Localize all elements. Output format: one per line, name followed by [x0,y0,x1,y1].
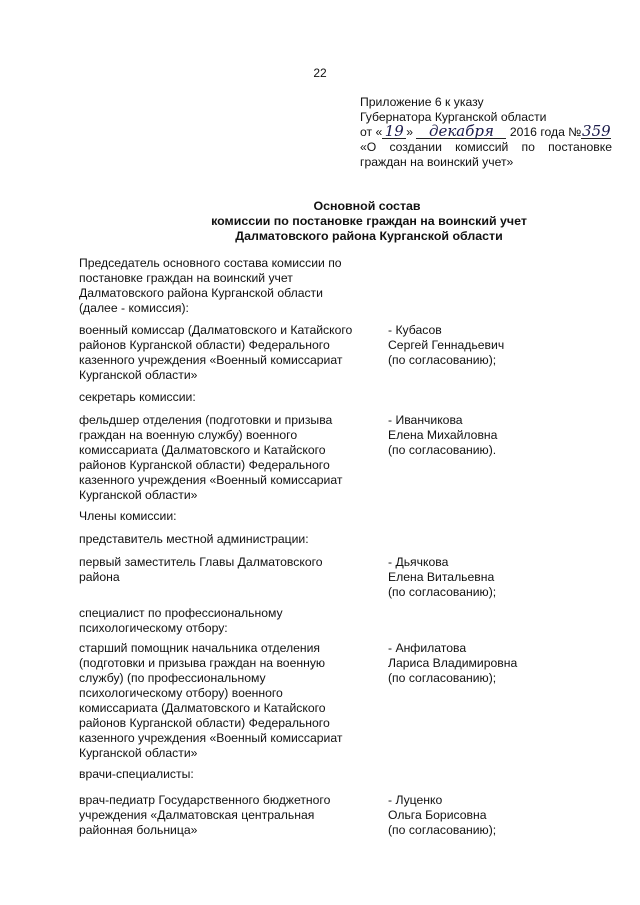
entry-left-5: представитель местной администрации: [79,532,309,546]
appendix-header [360,95,612,170]
entry-left-6: первый заместитель Главы Далматовского района [79,555,323,584]
entry-left-10: врач-педиатр Государственного бюджетного учреждения «Далматовская центральная районная больница» [79,793,331,837]
entry-left-0: Председатель основного состава комиссии по постановке граждан на воинский учет Далматовского района Курганской области (далее - комиссия): [79,256,342,315]
entry-left-1: военный комиссар (Далматовского и Катайского районов Курганской области) Федерального казенного учреждения «Военный комиссариат Курганской области» [79,323,353,382]
entry-left-2: секретарь комиссии: [79,390,196,404]
entry-right-8: - Анфилатова Лариса Владимировна (по согласованию); [388,641,518,685]
entry-left-3: фельдшер отделения (подготовки и призыва граждан на военную службу) военного комиссариата (Далматовского и Катайского районов Курганской области) Федерального казенного учреждения «Военный комиссариат Курганской области» [79,413,343,502]
title-line-3: Далматовского района Курганской области [235,229,503,243]
entry-right-6: - Дьячкова Елена Витальевна (по согласованию); [388,555,497,599]
appendix-line-2: Губернатора Курганской области [360,110,547,124]
document-title [0,199,640,244]
entry-left-8: старший помощник начальника отделения (подготовки и призыва граждан на военную службу) (по профессиональному психологическому отбору) военного комиссариата (Далматовского и Катайского районов Курганской области) Федерального казенного учреждения «Военный комиссариат Курганской области» [79,641,343,760]
handwritten-number: 359 [582,122,611,140]
date-mid: » [406,125,414,139]
entry-left-4: Члены комиссии: [79,509,177,523]
handwritten-month: декабря [416,125,506,139]
entry-right-10: - Луценко Ольга Борисовна (по согласованию); [388,793,497,837]
entry-left-7: специалист по профессиональному психологическому отбору: [79,606,283,635]
appendix-line-1: Приложение 6 к указу [360,95,484,109]
appendix-date-line [360,122,612,140]
date-prefix: от « [360,125,383,139]
title-line-2: комиссии по постановке граждан на воинский учет [211,214,527,228]
page-number: 22 [313,66,327,80]
entry-right-3: - Иванчикова Елена Михайловна (по согласованию). [388,413,498,457]
title-line-1: Основной состав [313,199,421,213]
entry-right-1: - Кубасов Сергей Геннадьевич (по согласованию); [388,323,505,367]
date-year: 2016 года № [509,125,582,139]
appendix-line-5: граждан на воинский учет» [360,155,514,169]
appendix-line-4: «О создании комиссий по постановке [360,140,612,154]
entry-left-9: врачи-специалисты: [79,767,194,781]
handwritten-day: 19 [382,125,406,139]
